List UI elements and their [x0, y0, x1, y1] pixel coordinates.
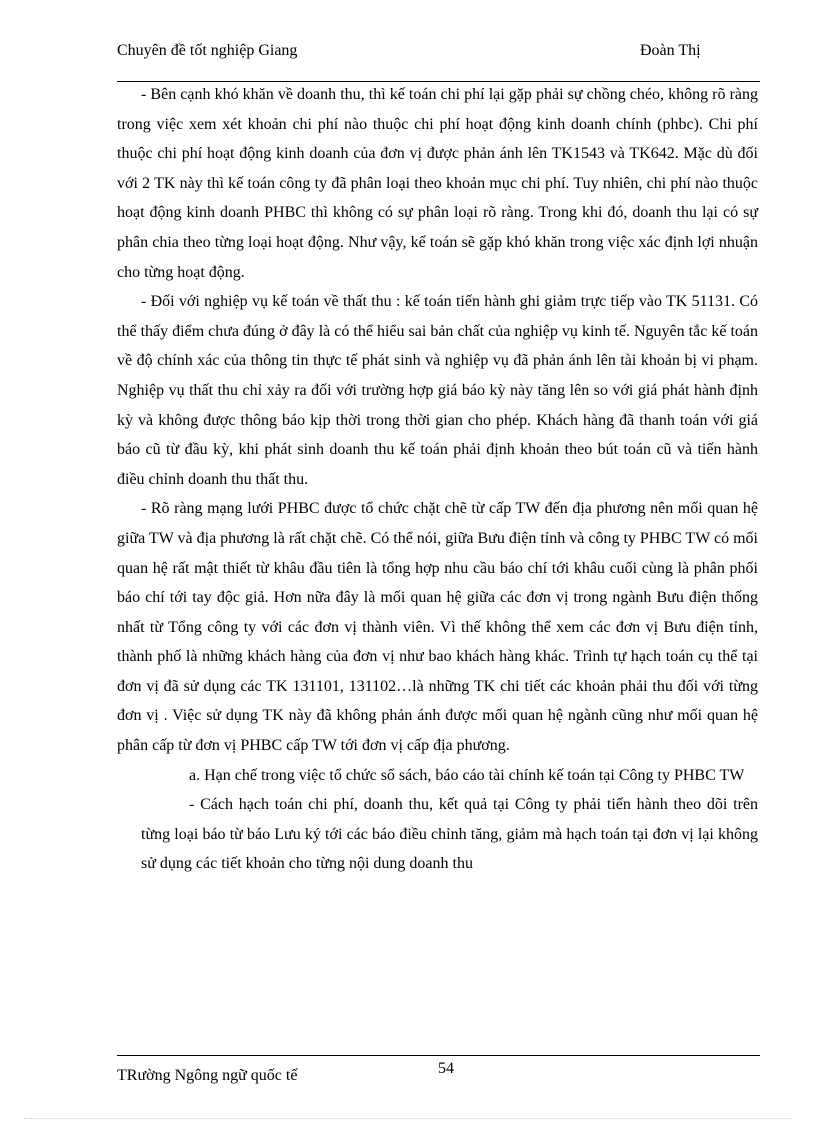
- footer-divider: [117, 1055, 760, 1056]
- header-author: Đoàn Thị: [640, 42, 701, 59]
- paragraph-phbc-network: - Rõ ràng mạng lưới PHBC được tổ chức chặt chẽ từ cấp TW đến địa phương nên mối quan hệ giữa TW và địa phương là rất chặt chẽ. Có thể nói, giữa Bưu điện tỉnh và công ty PHBC TW có mối quan hệ rất mật thiết từ khâu đầu tiên là tổng hợp nhu cầu báo chí tới khâu cuối cùng là phân phối báo chí tới tay độc giả. Hơn nữa đây là mối quan hệ giữa các đơn vị trong ngành Bưu điện thống nhất từ Tổng công ty với các đơn vị thành viên. Vì thế không thể xem các đơn vị Bưu điện tỉnh, thành phố là những khách hàng của đơn vị như bao khách hàng khác. Trình tự hạch toán cụ thể tại đơn vị đã sử dụng các TK 131101, 131102…là những TK chi tiết các khoản phải thu đối với từng đơn vị . Việc sử dụng TK này đã không phản ánh được mối quan hệ ngành cũng như mối quan hệ phân cấp từ đơn vị PHBC cấp TW tới đơn vị cấp địa phương.: [117, 500, 758, 755]
- subheading-limitations: a. Hạn chế trong việc tổ chức sổ sách, báo cáo tài chính kế toán tại Công ty PHBC TW: [189, 766, 745, 784]
- footer-school: TRường Ngông ngữ quốc tế: [117, 1067, 298, 1084]
- page-edge-divider: [24, 1118, 792, 1119]
- paragraph-revenue-loss: - Đối với nghiệp vụ kế toán về thất thu : kế toán tiến hành ghi giảm trực tiếp vào TK 51131. Có thể thấy điểm chưa đúng ở đây là có thể hiểu sai bản chất của nghiệp vụ kinh tế. Nguyên tắc kế toán về độ chính xác của thông tin thực tế phát sinh và nghiệp vụ đã phản ánh lên tài khoản bị vi phạm. Nghiệp vụ thất thu chỉ xảy ra đối với trường hợp giá báo kỳ này tăng lên so với giá phát hành định kỳ và không được thông báo kịp thời trong thời gian cho phép. Khách hàng đã thanh toán với giá báo cũ từ đầu kỳ, khi phát sinh doanh thu kế toán phải định khoản theo bút toán cũ và tiến hành điều chỉnh doanh thu thất thu.: [117, 293, 758, 488]
- header-title: Chuyên đề tốt nghiệp Giang: [117, 42, 298, 59]
- paragraph-cost-revenue-method: - Cách hạch toán chi phí, doanh thu, kết quả tại Công ty phải tiến hành theo dõi trên từng loại báo từ báo Lưu ký tới các báo điều chỉnh tăng, giảm mà hạch toán tại đơn vị lại không sử dụng các tiết khoản cho từng nội dung doanh thu: [141, 796, 758, 873]
- paragraph-cost-accounting: - Bên cạnh khó khăn về doanh thu, thì kế toán chi phí lại gặp phải sự chồng chéo, không rõ ràng trong việc xem xét khoản chi phí nào thuộc chi phí hoạt động kinh doanh chính (phbc). Chi phí thuộc chi phí hoạt động kinh doanh của đơn vị được phản ánh lên TK1543 và TK642. Mặc dù đối với 2 TK này thì kế toán công ty đã phân loại theo khoản mục chi phí. Tuy nhiên, chi phí nào thuộc hoạt động kinh doanh PHBC thì không có sự phân loại rõ ràng. Trong khi đó, doanh thu lại có sự phân chia theo từng loại hoạt động. Như vậy, kế toán sẽ gặp khó khăn trong việc xác định lợi nhuận cho từng hoạt động.: [117, 86, 758, 281]
- page-body: [117, 80, 758, 879]
- page-number: 54: [438, 1060, 454, 1077]
